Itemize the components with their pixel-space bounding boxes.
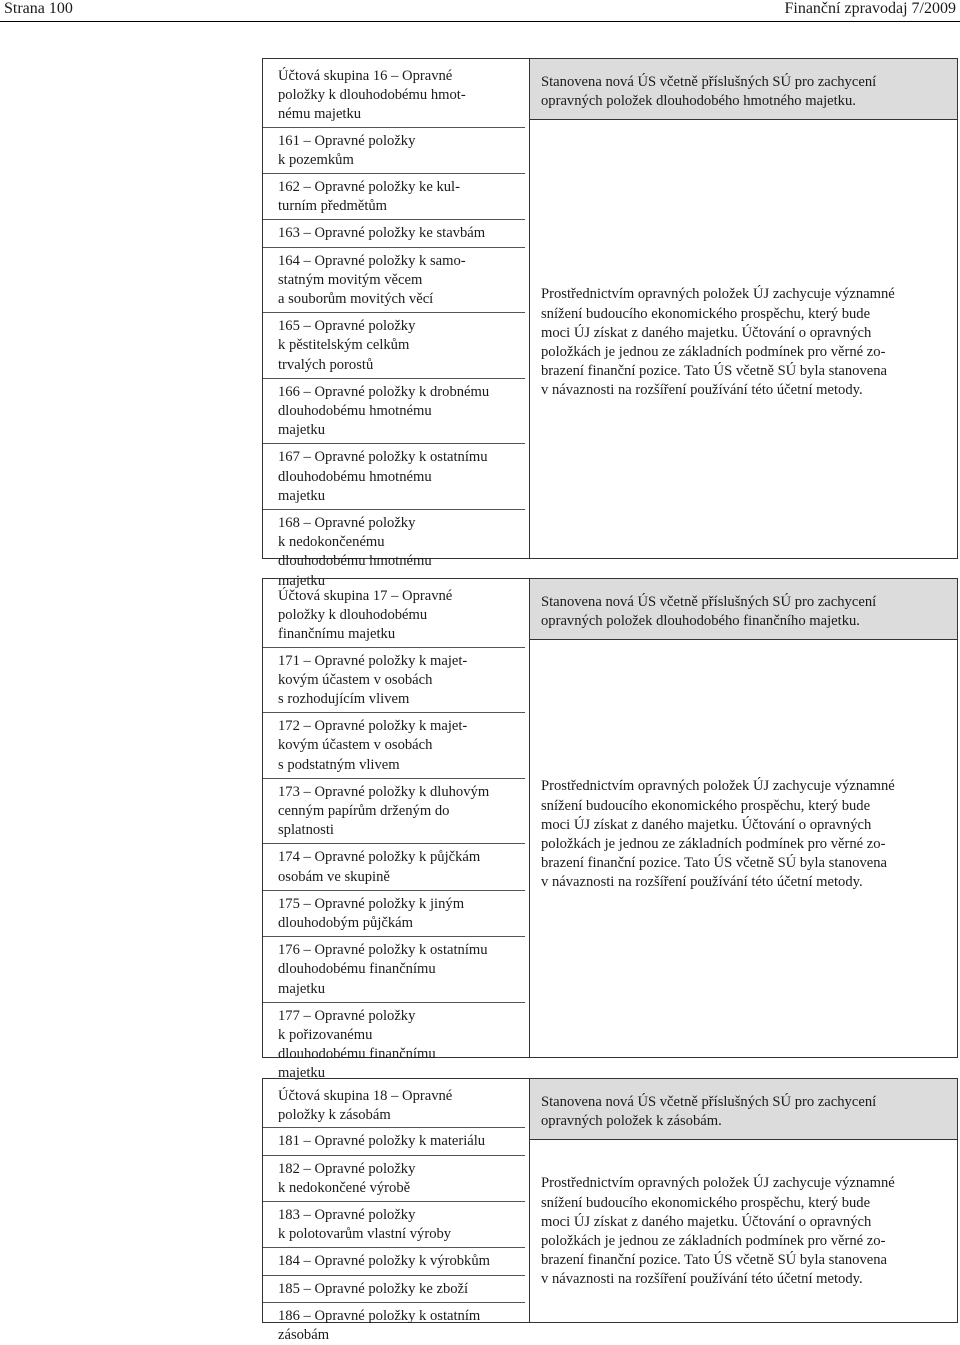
- change-summary: [530, 1079, 957, 1140]
- account-item-line: k nedokončené výrobě: [278, 1179, 411, 1196]
- account-item-line: 181 – Opravné položky k materiálu: [278, 1133, 486, 1150]
- item-divider: [263, 1002, 525, 1003]
- rationale-line: moci ÚJ získat z daného majetku. Účtování o opravných: [541, 324, 872, 341]
- account-item-line: 161 – Opravné položky: [278, 132, 416, 149]
- rationale-line: brazení finanční pozice. Tato ÚS včetně SÚ byla stanovena: [541, 363, 888, 380]
- account-item-line: kovým účastem v osobách: [278, 737, 433, 754]
- account-item: [278, 224, 525, 243]
- account-item-line: majetku: [278, 980, 326, 997]
- rationale-line: brazení finanční pozice. Tato ÚS včetně SÚ byla stanovena: [541, 1252, 888, 1269]
- account-item-line: majetku: [278, 572, 326, 589]
- item-divider: [263, 890, 525, 891]
- account-item-line: 183 – Opravné položky: [278, 1207, 416, 1224]
- account-item-line: 186 – Opravné položky k ostatním: [278, 1307, 481, 1324]
- rationale-line: Prostřednictvím opravných položek ÚJ zachycuje významné: [541, 1175, 895, 1192]
- account-item: [278, 1280, 525, 1299]
- rationale-line: v návaznosti na rozšíření používání této účetní metody.: [541, 874, 863, 891]
- account-item-line: 184 – Opravné položky k výrobkům: [278, 1253, 490, 1270]
- account-item-line: 164 – Opravné položky k samo-: [278, 252, 466, 269]
- item-divider: [263, 647, 525, 648]
- account-item-line: dlouhodobým půjčkám: [278, 915, 413, 932]
- account-item-line: k nedokončenému: [278, 534, 385, 551]
- account-item-line: majetku: [278, 1065, 326, 1082]
- account-item-line: trvalých porostů: [278, 356, 374, 373]
- account-item-line: 166 – Opravné položky k drobnému: [278, 383, 490, 400]
- item-divider: [263, 1155, 525, 1156]
- account-item-line: 182 – Opravné položky: [278, 1160, 416, 1177]
- group-title-line: položky k dlouhodobému: [278, 607, 428, 624]
- account-item: [278, 941, 525, 999]
- account-list-column: [263, 59, 530, 589]
- item-divider: [263, 1302, 525, 1303]
- change-rationale: [530, 1140, 957, 1289]
- account-item-line: dlouhodobému hmotnému: [278, 403, 432, 420]
- summary-line: Stanovena nová ÚS včetně příslušných SÚ pro zachycení: [541, 1094, 877, 1110]
- account-item-line: 177 – Opravné položky: [278, 1007, 416, 1024]
- group-title-line: položky k dlouhodobému hmot-: [278, 87, 466, 104]
- item-divider: [263, 219, 525, 220]
- item-divider: [263, 173, 525, 174]
- account-item: [278, 317, 525, 375]
- account-item-line: majetku: [278, 487, 326, 504]
- account-item-line: k pěstitelským celkům: [278, 337, 410, 354]
- account-item-line: splatnosti: [278, 822, 334, 839]
- page-number: Strana 100: [4, 0, 73, 17]
- change-rationale: [530, 120, 957, 400]
- group-title-line: finančnímu majetku: [278, 626, 396, 643]
- change-rationale: [530, 640, 957, 892]
- account-item-line: 162 – Opravné položky ke kul-: [278, 179, 460, 196]
- item-divider: [263, 843, 525, 844]
- account-item-line: 175 – Opravné položky k jiným: [278, 895, 465, 912]
- change-description-column: [530, 59, 957, 558]
- account-group-block: [262, 578, 958, 1082]
- account-item-line: kovým účastem v osobách: [278, 671, 433, 688]
- rationale-line: položkách je jednou ze základních podmínek pro věrné zo-: [541, 1233, 886, 1250]
- account-item-line: dlouhodobému hmotnému: [278, 468, 432, 485]
- rationale-line: moci ÚJ získat z daného majetku. Účtování o opravných: [541, 1213, 872, 1230]
- account-item: [278, 1307, 525, 1345]
- journal-issue: Finanční zpravodaj 7/2009: [784, 0, 956, 17]
- account-group-block: [262, 1078, 958, 1344]
- header-rule: [0, 21, 960, 22]
- rationale-line: snížení budoucího ekonomického prospěchu, který bude: [541, 1194, 871, 1211]
- summary-line: opravných položek dlouhodobého finančního majetku.: [541, 613, 860, 630]
- account-item-line: 163 – Opravné položky ke stavbám: [278, 225, 486, 242]
- rationale-line: položkách je jednou ze základních podmínek pro věrné zo-: [541, 344, 886, 361]
- account-item: [278, 178, 525, 216]
- account-item-line: a souborům movitých věcí: [278, 291, 434, 308]
- account-item: [278, 1206, 525, 1244]
- account-item: [278, 1160, 525, 1198]
- account-list-column: [263, 579, 530, 1082]
- account-item-line: 168 – Opravné položky: [278, 515, 416, 532]
- rationale-line: snížení budoucího ekonomického prospěchu, který bude: [541, 305, 871, 322]
- item-divider: [263, 936, 525, 937]
- summary-line: opravných položek dlouhodobého hmotného majetku.: [541, 93, 856, 110]
- group-title-line: Účtová skupina 16 – Opravné: [278, 68, 453, 84]
- item-divider: [263, 778, 525, 779]
- item-divider: [263, 1275, 525, 1276]
- account-item-line: k pořizovanému: [278, 1027, 373, 1044]
- item-divider: [263, 127, 525, 128]
- account-item-line: dlouhodobému finančnímu: [278, 1046, 436, 1063]
- account-group-title: [278, 1087, 525, 1125]
- account-item-line: s rozhodujícím vlivem: [278, 691, 410, 708]
- item-divider: [263, 509, 525, 510]
- rationale-line: Prostřednictvím opravných položek ÚJ zachycuje významné: [541, 778, 895, 795]
- account-item-line: dlouhodobému finančnímu: [278, 961, 436, 978]
- change-summary: [530, 579, 957, 640]
- account-item-line: osobám ve skupině: [278, 868, 390, 885]
- account-item: [278, 1252, 525, 1271]
- account-item-line: 172 – Opravné položky k majet-: [278, 718, 468, 735]
- account-item-line: 165 – Opravné položky: [278, 318, 416, 335]
- summary-line: Stanovena nová ÚS včetně příslušných SÚ pro zachycení: [541, 594, 877, 610]
- account-item-line: 174 – Opravné položky k půjčkám: [278, 849, 481, 866]
- rationale-line: snížení budoucího ekonomického prospěchu, který bude: [541, 797, 871, 814]
- account-item-line: k pozemkům: [278, 151, 354, 168]
- rationale-line: brazení finanční pozice. Tato ÚS včetně SÚ byla stanovena: [541, 855, 888, 872]
- item-divider: [263, 1201, 525, 1202]
- account-item: [278, 448, 525, 506]
- account-group-title: [278, 67, 525, 125]
- item-divider: [263, 712, 525, 713]
- group-title-line: Účtová skupina 17 – Opravné: [278, 588, 453, 604]
- item-divider: [263, 247, 525, 248]
- item-divider: [263, 378, 525, 379]
- item-divider: [263, 1247, 525, 1248]
- account-item-line: 185 – Opravné položky ke zboží: [278, 1280, 469, 1297]
- item-divider: [263, 443, 525, 444]
- account-item-line: zásobám: [278, 1327, 330, 1344]
- rationale-line: v návaznosti na rozšíření používání této účetní metody.: [541, 382, 863, 399]
- group-title-line: položky k zásobám: [278, 1107, 391, 1124]
- account-item-line: 167 – Opravné položky k ostatnímu: [278, 449, 488, 466]
- account-item: [278, 652, 525, 710]
- account-item: [278, 1007, 525, 1084]
- item-divider: [263, 312, 525, 313]
- account-item: [278, 1132, 525, 1151]
- account-item-line: k polotovarům vlastní výroby: [278, 1226, 452, 1243]
- account-item-line: turním předmětům: [278, 198, 388, 215]
- account-item: [278, 783, 525, 841]
- rationale-line: Prostřednictvím opravných položek ÚJ zachycuje významné: [541, 286, 895, 303]
- group-title-line: Účtová skupina 18 – Opravné: [278, 1088, 453, 1104]
- account-item: [278, 383, 525, 441]
- page-header: [0, 0, 960, 22]
- change-description-column: [530, 1079, 957, 1322]
- rationale-line: v návaznosti na rozšíření používání této účetní metody.: [541, 1271, 863, 1288]
- summary-line: opravných položek k zásobám.: [541, 1113, 722, 1130]
- account-item: [278, 895, 525, 933]
- account-group-title: [278, 587, 525, 645]
- account-item-line: 171 – Opravné položky k majet-: [278, 652, 468, 669]
- account-item-line: 173 – Opravné položky k dluhovým: [278, 783, 490, 800]
- account-item-line: s podstatným vlivem: [278, 756, 400, 773]
- rationale-line: moci ÚJ získat z daného majetku. Účtování o opravných: [541, 816, 872, 833]
- account-item: [278, 132, 525, 170]
- account-item-line: majetku: [278, 422, 326, 439]
- summary-line: Stanovena nová ÚS včetně příslušných SÚ pro zachycení: [541, 74, 877, 90]
- item-divider: [263, 1127, 525, 1128]
- rationale-line: položkách je jednou ze základních podmínek pro věrné zo-: [541, 836, 886, 853]
- account-item-line: 176 – Opravné položky k ostatnímu: [278, 942, 488, 959]
- account-list-column: [263, 1079, 530, 1344]
- account-item-line: cenným papírům drženým do: [278, 803, 450, 820]
- account-item: [278, 717, 525, 775]
- account-item: [278, 252, 525, 310]
- account-item-line: dlouhodobému hmotnému: [278, 553, 432, 570]
- account-item-line: statným movitým věcem: [278, 271, 423, 288]
- account-item: [278, 848, 525, 886]
- group-title-line: nému majetku: [278, 106, 362, 123]
- change-description-column: [530, 579, 957, 1057]
- change-summary: [530, 59, 957, 120]
- account-group-block: [262, 58, 958, 589]
